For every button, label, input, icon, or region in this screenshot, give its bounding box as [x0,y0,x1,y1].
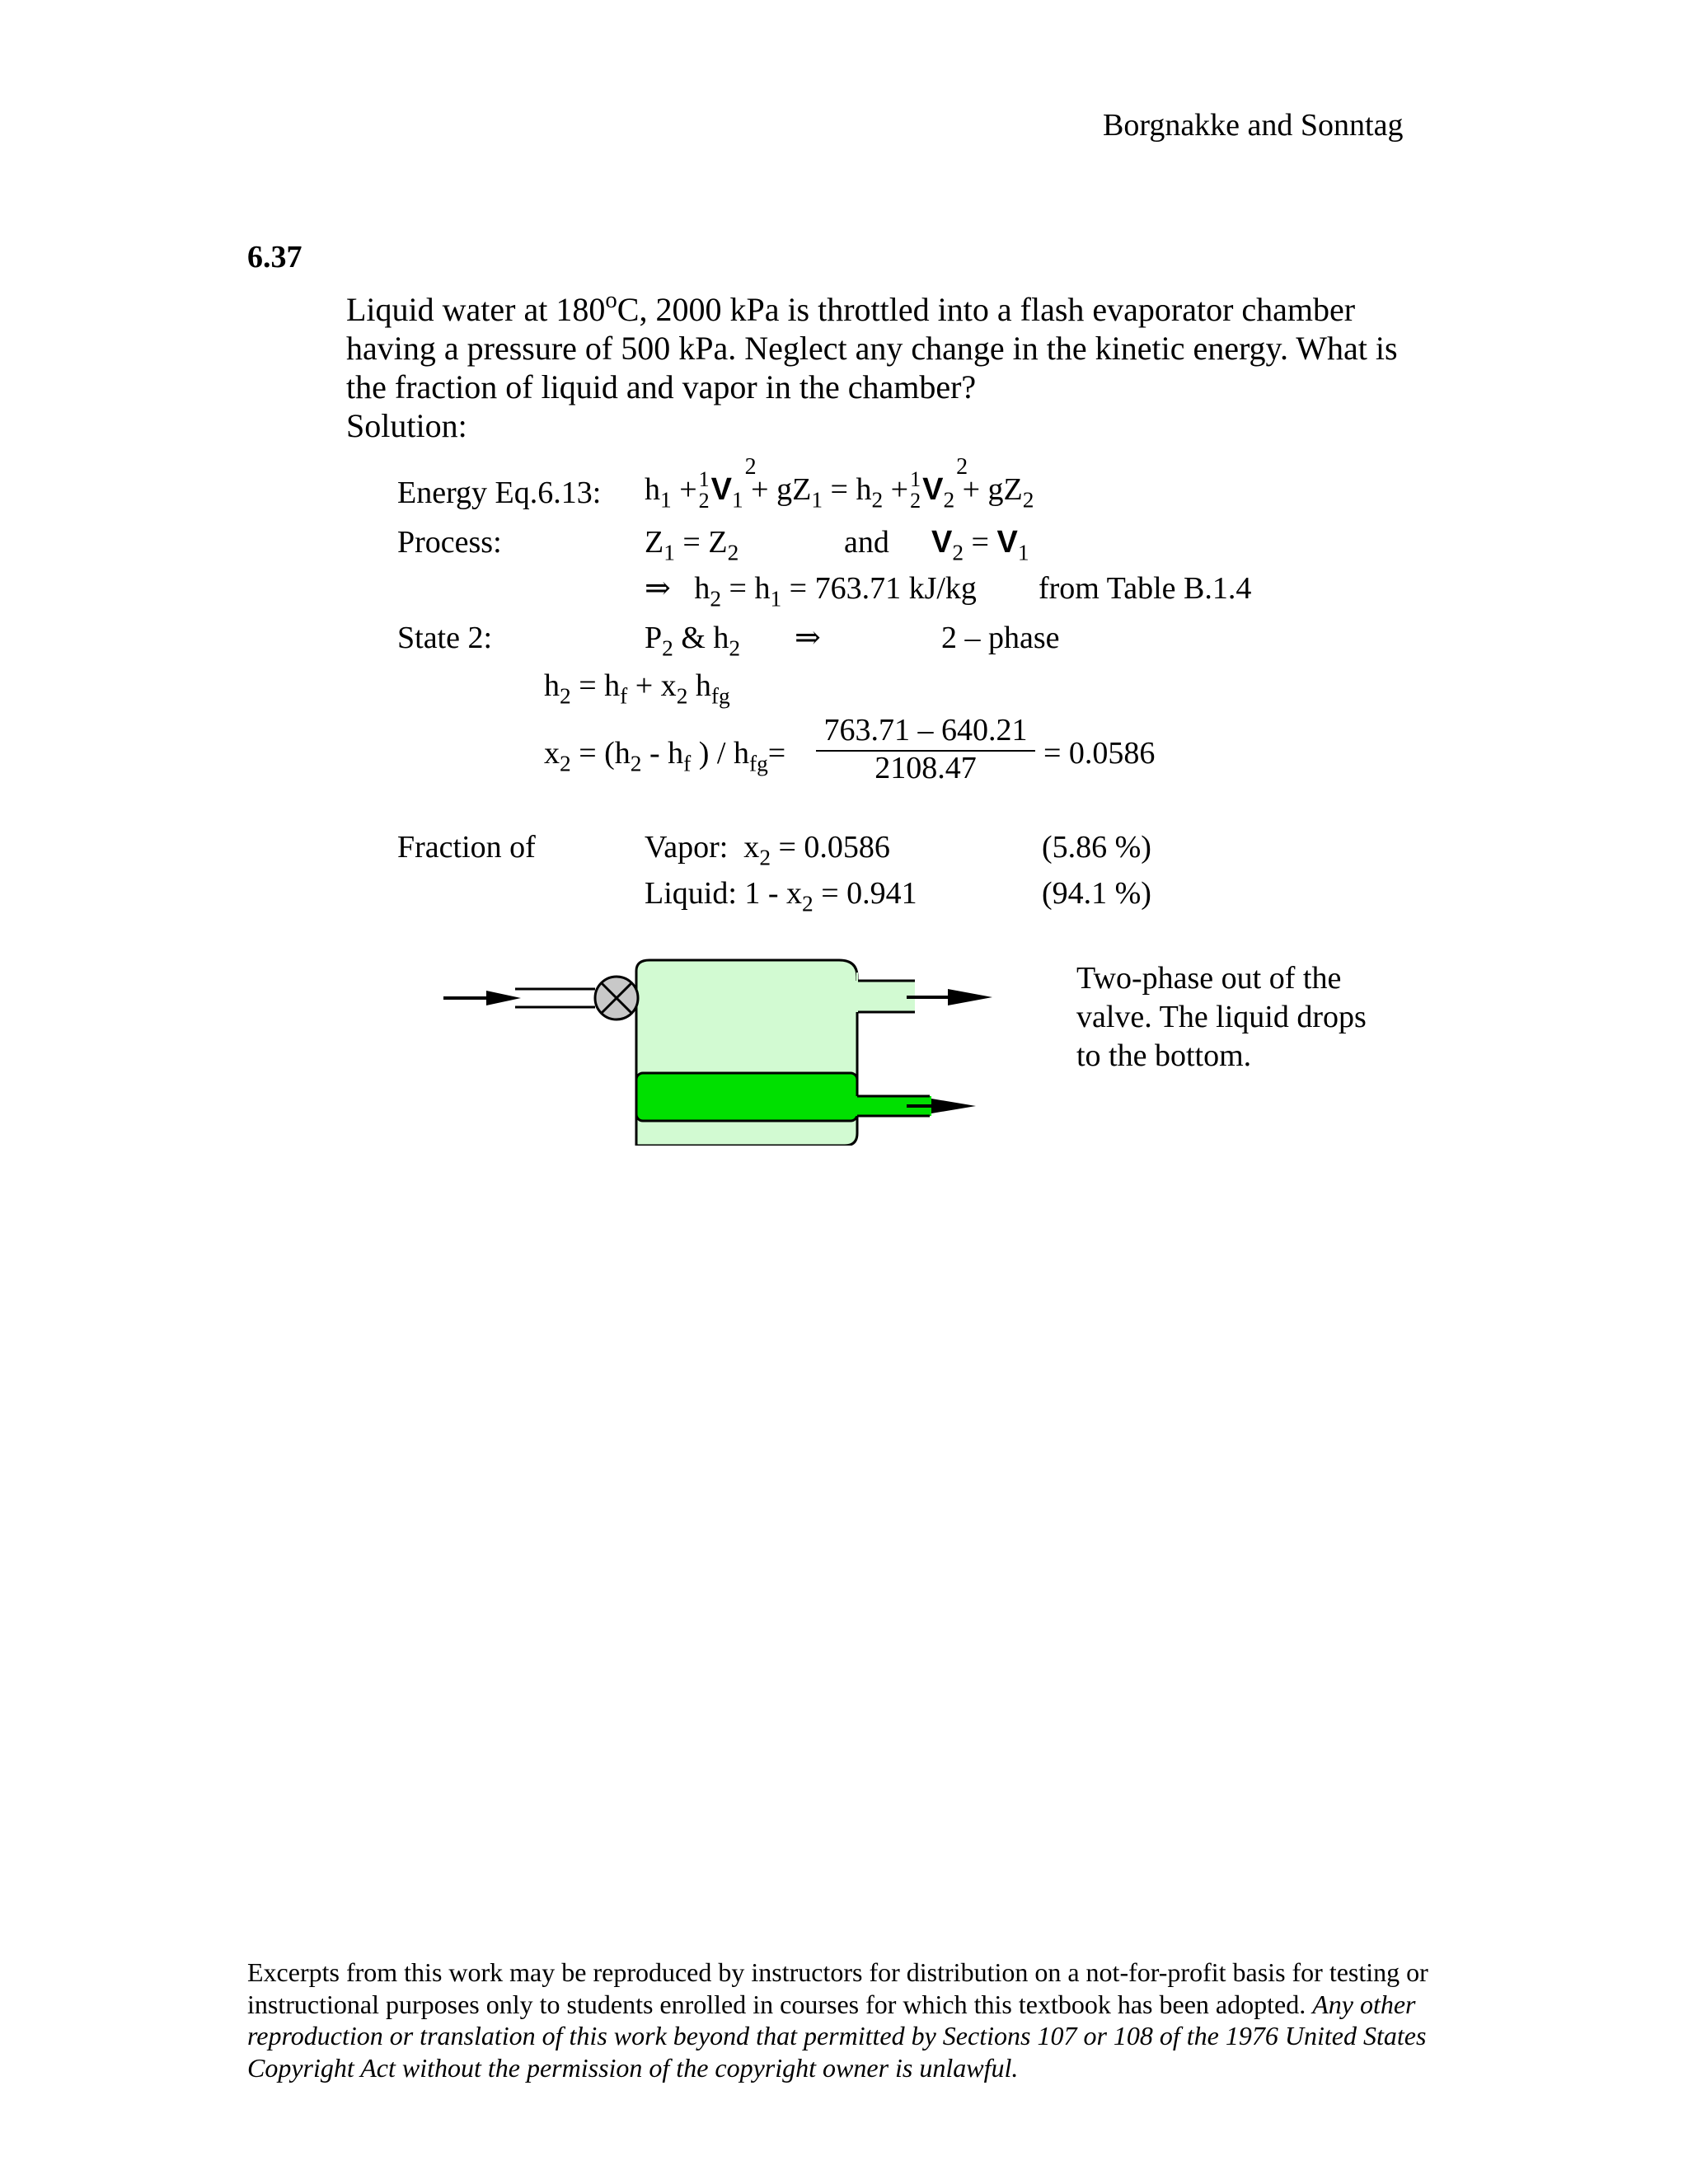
solution-label: Solution: [346,407,467,444]
throttle-valve-icon [595,977,638,1019]
table-reference: from Table B.1.4 [1039,571,1252,606]
problem-number: 6.37 [247,240,302,274]
process-z-equation: $Z_1 = Z_2$ [645,525,739,565]
statement-line-3: the fraction of liquid and vapor in the chamber? [346,368,977,405]
state2-label: State 2: [397,621,493,655]
statement-line-2: having a pressure of 500 kPa. Neglect any change in the kinetic energy. What is [346,330,1398,367]
copyright-footer [247,1957,1434,2083]
state2-lhs: $P_2$ & $h_2$ [645,621,741,661]
fraction-label: Fraction of [397,830,536,865]
vapor-outlet-pipe [853,972,915,1012]
vapor-outlet-arrow-icon [907,989,992,1005]
figure-caption [1076,959,1367,1076]
inlet-pipe [515,989,595,1007]
x2-numerator: 763.71 – 640.21 [823,713,1028,748]
half-fraction-2: 1 2 [910,467,921,513]
liquid-fraction: Liquid: $1 - x_2 = 0.941$ [645,876,917,916]
header-authors: Borgnakke and Sonntag [1103,108,1404,143]
energy-equation: $h_1$ + 1 2 $V_1$ 2 + $gZ_1 = h_2$ + 1 2 $V_2$ 2 + $gZ_2$ [645,454,1034,513]
caption-line-2: valve. The liquid drops [1076,1000,1367,1034]
footer-italic-text: Any other reproduction or translation of this work beyond that permitted by Sections 107 or 108 of the 1976 United States Copyright Act without the permission of the copyright owner is unlawful. [247,1989,1427,2083]
state2-rhs: 2 – phase [941,621,1060,655]
vapor-fraction: Vapor: $x_2 = 0.0586$ [645,830,890,870]
liquid-percent: (94.1 %) [1042,876,1151,911]
enthalpy-implication: ⇒ $h_2 = h_1 = 763.71$ kJ/kg [645,571,977,612]
footer-normal-text: Excerpts from this work may be reproduced by instructors for distribution on a not-for-profit basis for testing or instructional purposes only to students enrolled in courses for which this textbook has been adopted. [247,1957,1428,2019]
x2-denominator: 2108.47 [874,751,977,785]
x2-result: = 0.0586 [1043,736,1156,771]
problem-statement [346,287,1409,445]
x2-lhs: $x_2 = (h_2 - h_f$ ) / $h_{fg}=$ [544,736,786,776]
liquid-region [636,1073,857,1121]
half-fraction: 1 2 [698,467,710,513]
state2-arrow: ⇒ [795,621,821,655]
process-and: and [844,525,889,560]
energy-label: Energy Eq.6.13: [397,476,602,510]
vapor-percent: (5.86 %) [1042,830,1151,865]
process-label: Process: [397,525,502,560]
flash-evaporator-diagram [429,940,1006,1146]
h2-relation: $h_2 = h_f + x_2$ $h_{fg}$ [544,668,730,709]
caption-line-1: Two-phase out of the [1076,961,1342,996]
caption-line-3: to the bottom. [1076,1038,1252,1073]
statement-line-1: Liquid water at 180$^o$C, 2000 kPa is throttled into a flash evaporator chamber [346,287,1356,328]
inlet-arrow-icon [443,991,521,1005]
process-v-equation: $V_2 = V_1$ [931,525,1029,565]
